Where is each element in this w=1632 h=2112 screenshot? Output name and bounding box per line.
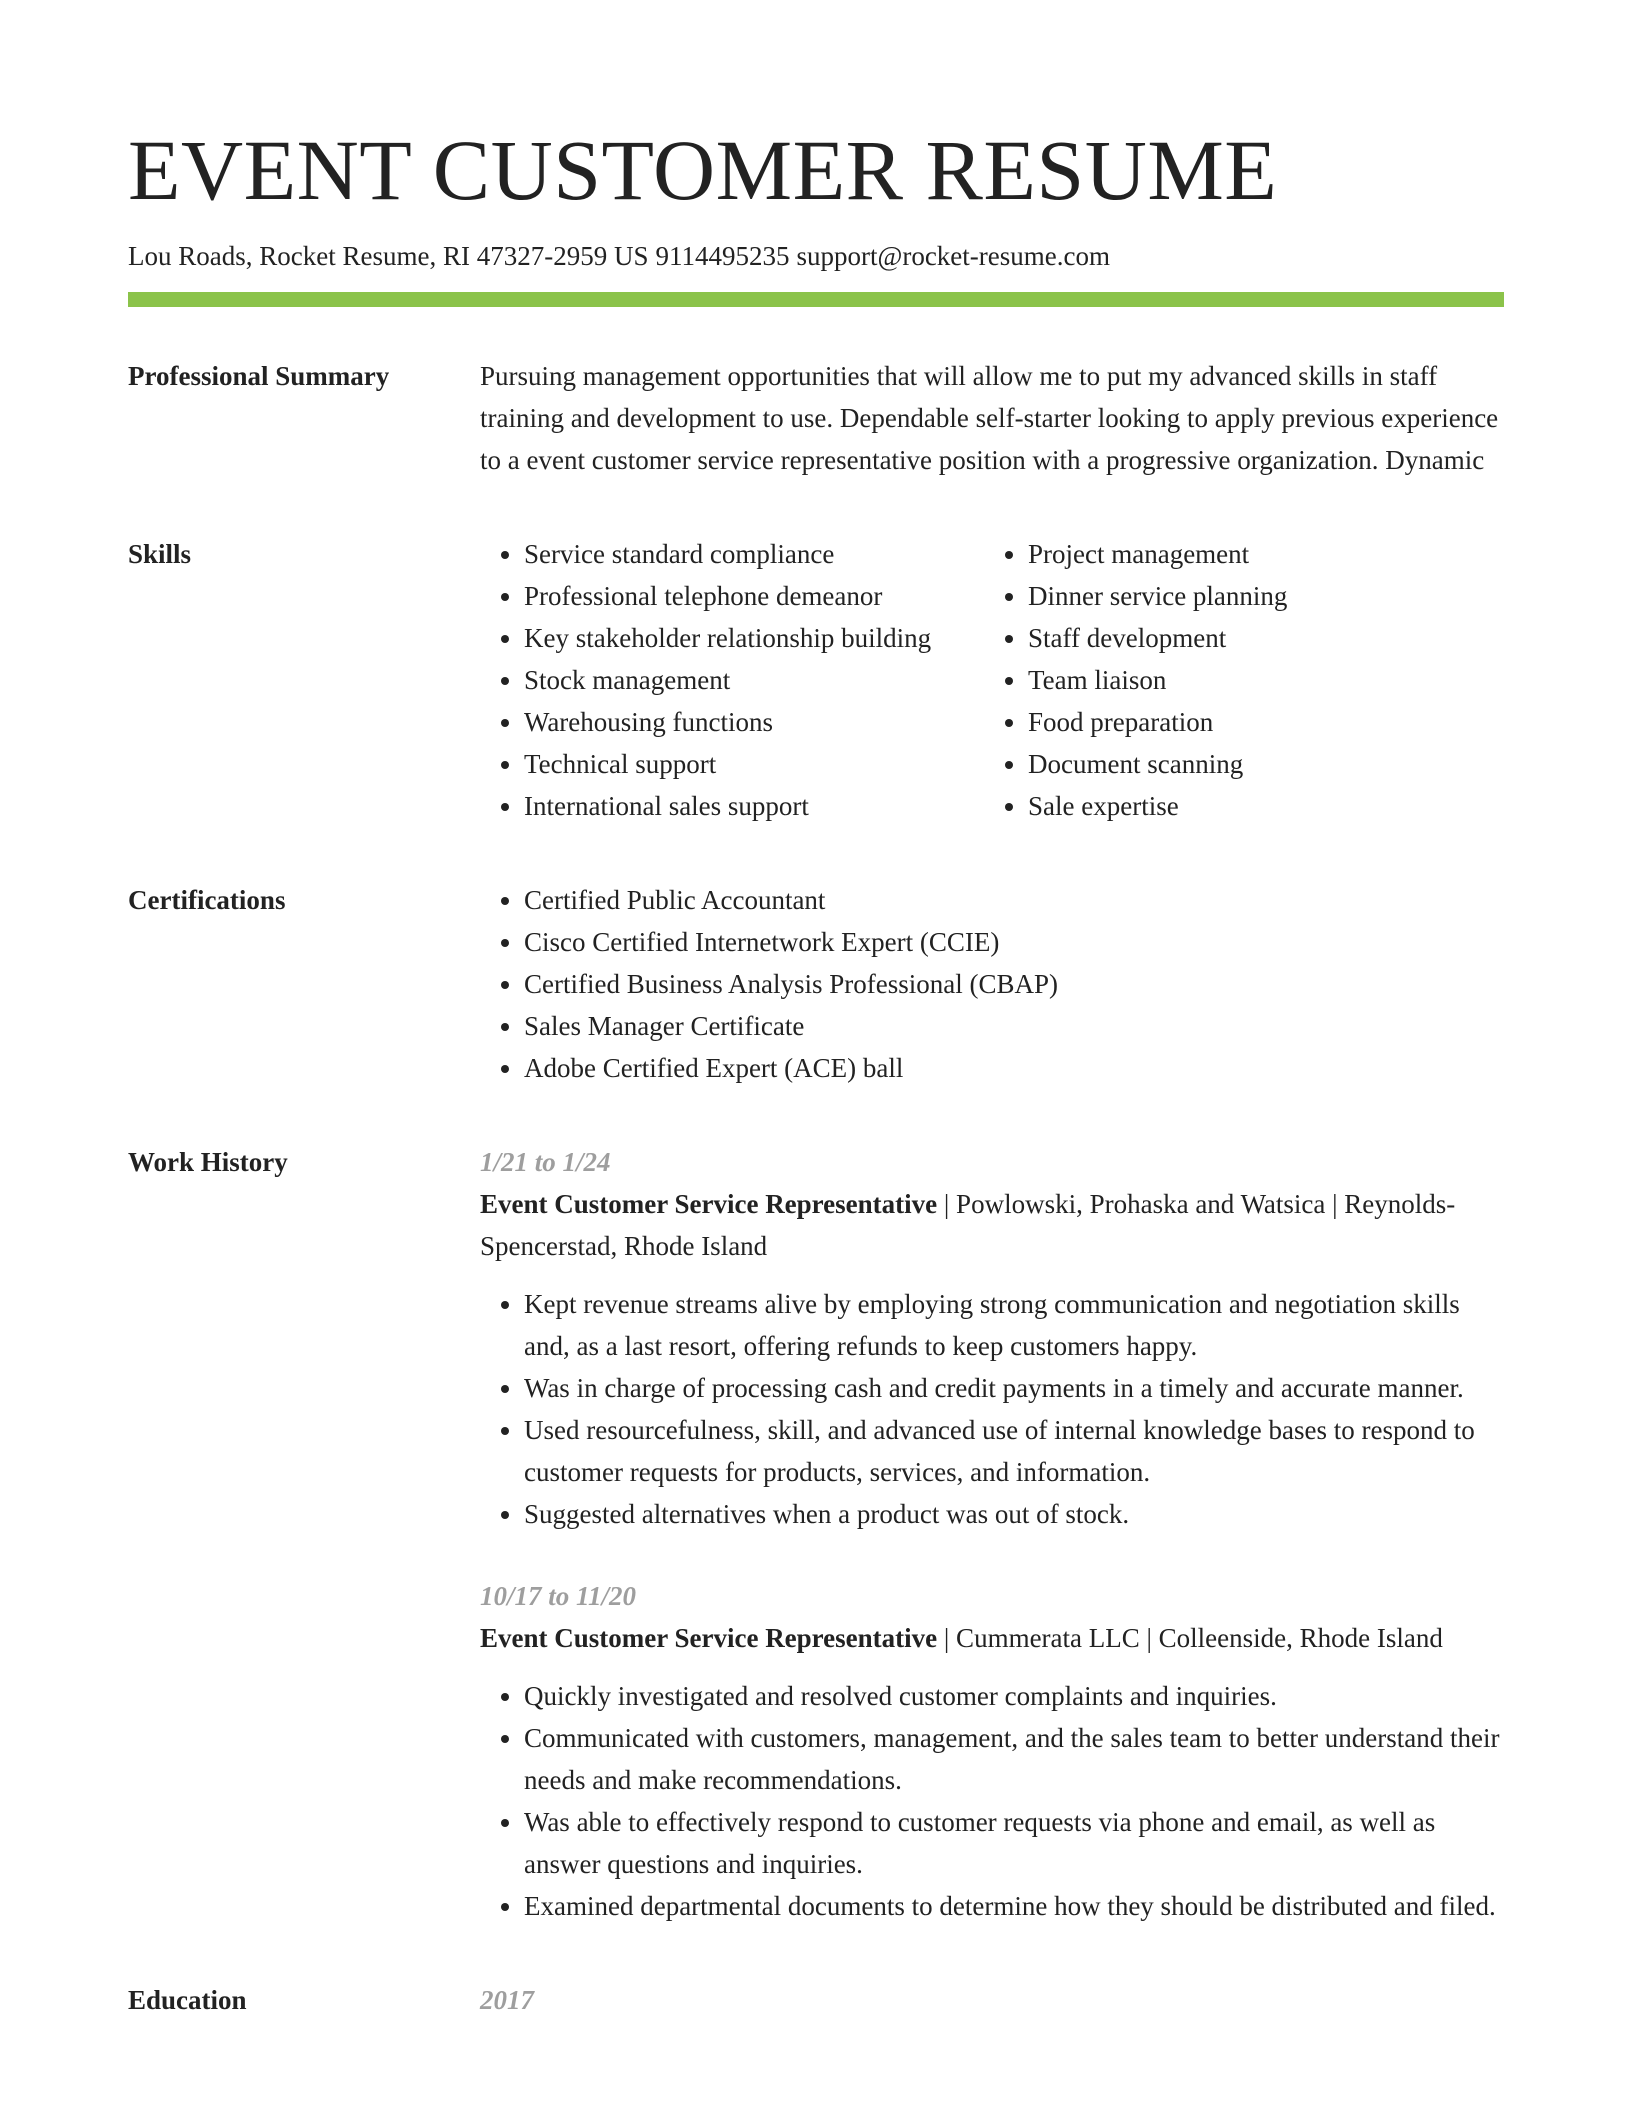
skill-item: • Food preparation xyxy=(1028,701,1287,743)
job-bullets xyxy=(480,1283,1504,1535)
skill-item: • Stock management xyxy=(524,659,984,701)
job-title: Event Customer Service Representative xyxy=(480,1189,938,1219)
contact-phone: 9114495235 xyxy=(655,241,790,271)
education-section xyxy=(128,1979,1504,2021)
job-bullets xyxy=(480,1675,1504,1927)
contact-email: support@rocket-resume.com xyxy=(796,241,1110,271)
contact-address: Lou Roads, Rocket Resume, RI 47327-2959 US xyxy=(128,241,649,271)
job-bullet: • Suggested alternatives when a product was out of stock. xyxy=(524,1493,1504,1535)
skill-item: • Professional telephone demeanor xyxy=(524,575,984,617)
certification-item: • Adobe Certified Expert (ACE) ball xyxy=(524,1047,1504,1089)
job-bullet: • Communicated with customers, management, and the sales team to better understand their needs and make recommendations. xyxy=(524,1717,1504,1801)
certification-item: • Cisco Certified Internetwork Expert (CCIE) xyxy=(524,921,1504,963)
skill-item: • Project management xyxy=(1028,533,1287,575)
job-employer-location: | Powlowski, Prohaska and Watsica | Reynolds-Spencerstad, Rhode Island xyxy=(480,1189,1456,1261)
job-employer-location: | Cummerata LLC | Colleenside, Rhode Island xyxy=(937,1623,1443,1653)
skill-item: • Team liaison xyxy=(1028,659,1287,701)
skill-item: • International sales support xyxy=(524,785,984,827)
job-bullet: • Was able to effectively respond to customer requests via phone and email, as well as answer questions and inquiries. xyxy=(524,1801,1504,1885)
resume-page xyxy=(128,0,1504,2021)
skill-item: • Technical support xyxy=(524,743,984,785)
job-heading xyxy=(480,1617,1504,1659)
skills-list-column-2 xyxy=(984,533,1287,827)
job-bullet: • Quickly investigated and resolved customer complaints and inquiries. xyxy=(524,1675,1504,1717)
certification-item: • Certified Business Analysis Professional (CBAP) xyxy=(524,963,1504,1005)
skills-list-column-1 xyxy=(480,533,984,827)
section-label-education: Education xyxy=(128,1985,247,2015)
job-bullet: • Used resourcefulness, skill, and advanced use of internal knowledge bases to respond to customer requests for products, services, and information. xyxy=(524,1409,1504,1493)
section-label-summary: Professional Summary xyxy=(128,361,390,391)
summary-text: Pursuing management opportunities that will allow me to put my advanced skills in staff training and development to use. Dependable self-starter looking to apply previous experience to a event customer service representative position with a progressive organization. Dynamic xyxy=(480,361,1499,475)
skills-grid xyxy=(480,533,1504,827)
section-label-certifications: Certifications xyxy=(128,885,286,915)
job-entry xyxy=(480,1141,1504,1535)
skills-section xyxy=(128,533,1504,827)
header-divider xyxy=(128,292,1504,307)
certification-item: • Certified Public Accountant xyxy=(524,879,1504,921)
job-dates: 10/17 to 11/20 xyxy=(480,1581,637,1611)
job-bullet: • Examined departmental documents to determine how they should be distributed and filed. xyxy=(524,1885,1504,1927)
job-entry xyxy=(480,1575,1504,1927)
skill-item: • Dinner service planning xyxy=(1028,575,1287,617)
job-bullet: • Kept revenue streams alive by employing strong communication and negotiation skills and, as a last resort, offering refunds to keep customers happy. xyxy=(524,1283,1504,1367)
skill-item: • Service standard compliance xyxy=(524,533,984,575)
skill-item: • Warehousing functions xyxy=(524,701,984,743)
section-label-skills: Skills xyxy=(128,539,192,569)
certifications-section xyxy=(128,879,1504,1089)
job-title: Event Customer Service Representative xyxy=(480,1623,938,1653)
job-heading xyxy=(480,1183,1504,1267)
skill-item: • Key stakeholder relationship building xyxy=(524,617,984,659)
work-history-section xyxy=(128,1141,1504,1927)
skill-item: • Staff development xyxy=(1028,617,1287,659)
skill-item: • Document scanning xyxy=(1028,743,1287,785)
job-bullet: • Was in charge of processing cash and credit payments in a timely and accurate manner. xyxy=(524,1367,1504,1409)
section-label-work-history: Work History xyxy=(128,1147,288,1177)
job-dates: 1/21 to 1/24 xyxy=(480,1147,611,1177)
certification-item: • Sales Manager Certificate xyxy=(524,1005,1504,1047)
education-year: 2017 xyxy=(480,1985,534,2015)
resume-title: EVENT CUSTOMER RESUME xyxy=(128,122,1278,218)
certifications-list xyxy=(480,879,1504,1089)
contact-line xyxy=(128,238,1504,274)
skill-item: • Sale expertise xyxy=(1028,785,1287,827)
summary-section xyxy=(128,355,1504,481)
